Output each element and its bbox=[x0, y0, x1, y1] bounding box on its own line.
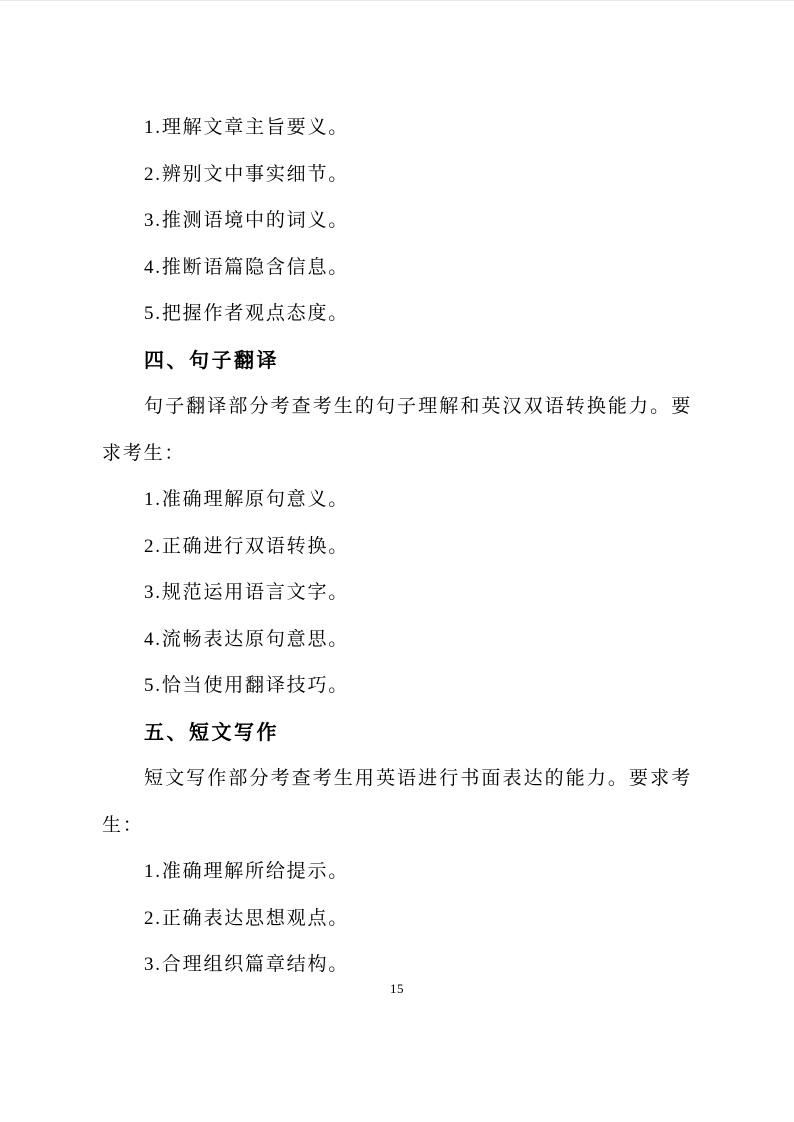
section-heading-sentence-translation: 四、句子翻译 bbox=[144, 349, 279, 372]
list-item: 1.准确理解原句意义。 bbox=[144, 489, 350, 510]
section-intro: 短文写作部分考查考生用英语进行书面表达的能力。要求考生： bbox=[102, 768, 692, 836]
section-intro: 句子翻译部分考查考生的句子理解和英汉双语转换能力。要求考生： bbox=[102, 396, 692, 464]
list-item: 3.规范运用语言文字。 bbox=[144, 582, 350, 603]
list-item: 4.流畅表达原句意思。 bbox=[144, 628, 350, 650]
page-content bbox=[102, 105, 692, 989]
section-heading-short-essay-writing: 五、短文写作 bbox=[144, 721, 279, 744]
list-item: 2.正确进行双语转换。 bbox=[144, 535, 350, 557]
page-top-edge bbox=[0, 0, 794, 1]
list-item: 1.理解文章主旨要义。 bbox=[144, 117, 350, 138]
list-item: 1.准确理解所给提示。 bbox=[144, 861, 350, 882]
list-item: 5.把握作者观点态度。 bbox=[144, 303, 350, 324]
list-item: 3.合理组织篇章结构。 bbox=[144, 954, 350, 975]
list-item: 3.推测语境中的词义。 bbox=[144, 210, 350, 231]
list-item: 2.正确表达思想观点。 bbox=[144, 907, 350, 929]
list-item: 5.恰当使用翻译技巧。 bbox=[144, 675, 350, 696]
list-item: 4.推断语篇隐含信息。 bbox=[144, 256, 350, 278]
list-item: 2.辨别文中事实细节。 bbox=[144, 163, 350, 185]
page-number: 15 bbox=[390, 981, 404, 996]
